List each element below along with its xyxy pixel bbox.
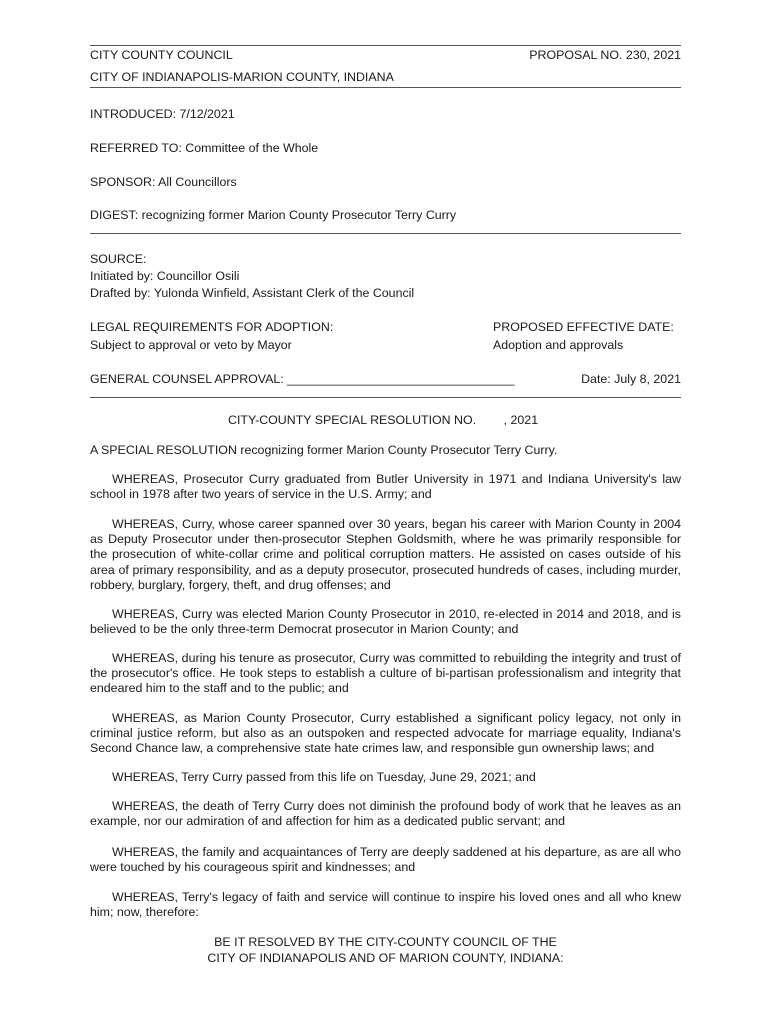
whereas-paragraph: WHEREAS, Terry Curry passed from this life on Tuesday, June 29, 2021; and bbox=[112, 770, 536, 784]
document-page bbox=[90, 0, 681, 1024]
whereas-paragraph: WHEREAS, Terry's legacy of faith and service will continue to inspire his loved ones and all who knew him; now, therefore: bbox=[90, 890, 681, 920]
whereas-paragraph: WHEREAS, Curry, whose career spanned over 30 years, began his career with Marion County in 2004 as Deputy Prosecutor under then-prosecutor Stephen Goldsmith, where he was primarily responsible for the prosecution of white-collar crime and political corruption matters. He assisted on cases outside of his area of primary responsibility, and as a deputy prosecutor, prosecuted hundreds of cases, including murder, robbery, burglary, forgery, theft, and drug offenses; and bbox=[90, 517, 681, 592]
counsel-row bbox=[90, 372, 681, 387]
proposal-number: PROPOSAL NO. 230, 2021 bbox=[529, 48, 681, 62]
source-heading: SOURCE: bbox=[90, 252, 147, 266]
whereas-paragraph: WHEREAS, the family and acquaintances of Terry are deeply saddened at his departure, as are all who were touched by his courageous spirit and kindnesses; and bbox=[90, 845, 681, 875]
counsel-rule bbox=[90, 397, 681, 398]
whereas-paragraph: WHEREAS, Prosecutor Curry graduated from Butler University in 1971 and Indiana University's law school in 1978 after two years of service in the U.S. Army; and bbox=[90, 472, 681, 502]
whereas-paragraph: WHEREAS, the death of Terry Curry does not diminish the profound body of work that he leaves as an example, nor our admiration of and affection for him as a dedicated public servant; and bbox=[90, 799, 681, 829]
header-row bbox=[90, 48, 681, 63]
sponsor: SPONSOR: All Councillors bbox=[90, 175, 237, 189]
drafted-by: Drafted by: Yulonda Winfield, Assistant Clerk of the Council bbox=[90, 286, 415, 300]
whereas-paragraph: WHEREAS, as Marion County Prosecutor, Curry established a significant policy legacy, not only in criminal justice reform, but also as an outspoken and respected advocate for marriage equality, Indiana's Second Chance law, a comprehensive state hate crimes law, and responsible gun ownership laws; and bbox=[90, 711, 681, 756]
header-rule bbox=[90, 87, 681, 88]
resolved-line-2: CITY OF INDIANAPOLIS AND OF MARION COUNTY, INDIANA: bbox=[207, 951, 564, 965]
general-counsel-approval: GENERAL COUNSEL APPROVAL: _________________________________ bbox=[90, 372, 515, 386]
effective-date-heading: PROPOSED EFFECTIVE DATE: bbox=[493, 320, 674, 334]
resolved-line-1: BE IT RESOLVED BY THE CITY-COUNTY COUNCIL OF THE bbox=[214, 935, 557, 949]
effective-date-value: Adoption and approvals bbox=[493, 338, 624, 352]
approval-date: Date: July 8, 2021 bbox=[581, 372, 681, 386]
introduced-date: INTRODUCED: 7/12/2021 bbox=[90, 107, 235, 121]
digest: DIGEST: recognizing former Marion County Prosecutor Terry Curry bbox=[90, 208, 457, 222]
council-name: CITY COUNTY COUNCIL bbox=[90, 48, 233, 62]
digest-rule bbox=[90, 233, 681, 234]
legal-requirements-heading: LEGAL REQUIREMENTS FOR ADOPTION: bbox=[90, 320, 334, 334]
whereas-paragraph: WHEREAS, during his tenure as prosecutor, Curry was committed to rebuilding the integrity and trust of the prosecutor's office. He took steps to establish a culture of bi-partisan professionalism and integrity that endeared him to the staff and to the public; and bbox=[90, 651, 681, 696]
whereas-paragraph: WHEREAS, Curry was elected Marion County Prosecutor in 2010, re-elected in 2014 and 2018, and is believed to be the only three-term Democrat prosecutor in Marion County; and bbox=[90, 607, 681, 637]
resolution-intro: A SPECIAL RESOLUTION recognizing former Marion County Prosecutor Terry Curry. bbox=[90, 443, 558, 457]
referred-to: REFERRED TO: Committee of the Whole bbox=[90, 141, 319, 155]
city-line: CITY OF INDIANAPOLIS-MARION COUNTY, INDIANA bbox=[90, 70, 394, 84]
resolution-title: CITY-COUNTY SPECIAL RESOLUTION NO. , 2021 bbox=[228, 413, 539, 427]
legal-requirements-value: Subject to approval or veto by Mayor bbox=[90, 338, 292, 352]
top-rule bbox=[90, 45, 681, 46]
initiated-by: Initiated by: Councillor Osili bbox=[90, 269, 240, 283]
